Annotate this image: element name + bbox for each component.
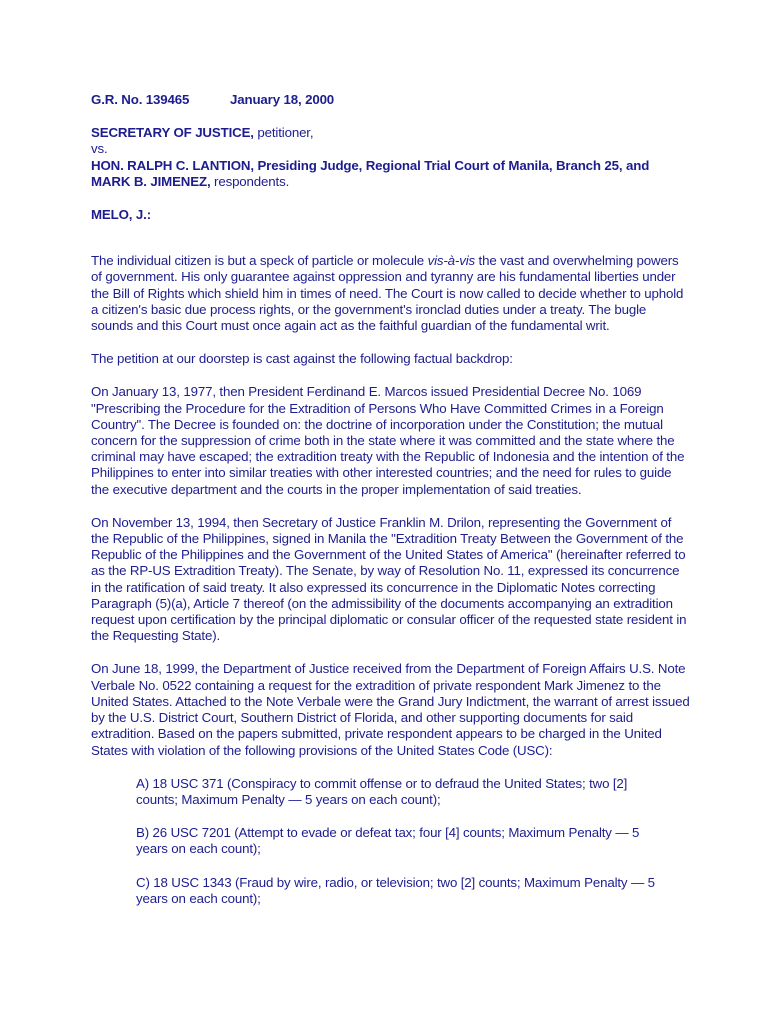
charge-item: A) 18 USC 371 (Conspiracy to commit offense or to defraud the United States; two [2] counts; Maximum Penalty — 5 years on each count); xyxy=(136,775,628,807)
ponente xyxy=(91,207,691,223)
charges-list xyxy=(91,776,691,907)
respondents-names-line-1: HON. RALPH C. LANTION, Presiding Judge, Regional Trial Court of Manila, Branch 25, and xyxy=(91,157,650,173)
ponente-name: MELO, J.: xyxy=(91,207,151,223)
petitioner-line xyxy=(91,125,691,141)
respondent-name: MARK B. JIMENEZ, xyxy=(91,173,211,189)
paragraph-2: The petition at our doorstep is cast against the following factual backdrop: xyxy=(91,351,513,367)
respondents-line-2 xyxy=(91,174,691,190)
paragraph-4: On November 13, 1994, then Secretary of Justice Franklin M. Drilon, representing the Government of the Republic of the Philippines, signed in Manila the "Extradition Treaty Between the Government of the Republic of the Philippines and the Government of the United States of America" (hereinafter referred to as the RP-US Extradition Treaty). The Senate, by way of Resolution No. 11, expressed its concurrence in the ratification of said treaty. It also expressed its concurrence in the Diplomatic Notes correcting Paragraph (5)(a), Article 7 thereof (on the admissibility of the documents accompanying an extradition request upon certification by the principal diplomatic or consular officer of the requested state resident in the Requesting State). xyxy=(91,514,687,644)
paragraph-1-start: The individual citizen is but a speck of particle or molecule xyxy=(91,253,428,269)
petitioner-role: petitioner, xyxy=(253,125,314,141)
petitioner-name: SECRETARY OF JUSTICE, xyxy=(91,125,254,141)
respondents-role: respondents. xyxy=(210,173,290,189)
case-number: G.R. No. 139465 xyxy=(91,92,190,107)
case-header xyxy=(91,92,691,108)
paragraph-1 xyxy=(91,253,691,334)
paragraph-3: On January 13, 1977, then President Ferdinand E. Marcos issued Presidential Decree No. 1069 "Prescribing the Procedure for the Extradition of Persons Who Have Committed Crimes in a Foreign Country". The Decree is founded on: the doctrine of incorporation under the Constitution; the mutual concern for the suppression of crime both in the state where it was committed and the state where the criminal may have escaped; the extradition treaty with the Republic of Indonesia and the intention of the Philippines to enter into similar treaties with other interested countries; and the need for rules to guide the executive department and the courts in the proper implementation of said treaties. xyxy=(91,384,685,497)
charge-item: B) 26 USC 7201 (Attempt to evade or defeat tax; four [4] counts; Maximum Penalty — 5 years on each count); xyxy=(136,825,640,857)
charge-item: C) 18 USC 1343 (Fraud by wire, radio, or television; two [2] counts; Maximum Penalty — 5 years on each count); xyxy=(136,874,655,906)
case-date: January 18, 2000 xyxy=(230,92,335,107)
versus-text: vs. xyxy=(91,141,108,157)
paragraph-1-end: the vast and overwhelming powers of government. His only guarantee against oppression and tyranny are his fundamental liberties under the Bill of Rights which shield him in times of need. The Court is now called to decide whether to uphold a citizen's basic due process rights, or the government's ironclad duties under a treaty. The bugle sounds and this Court must once again act as the faithful guardian of the fundamental writ. xyxy=(91,253,684,334)
decision-document xyxy=(91,92,691,907)
case-parties xyxy=(91,125,691,190)
paragraph-1-italic: vis-à-vis xyxy=(427,253,475,269)
paragraph-5: On June 18, 1999, the Department of Justice received from the Department of Foreign Affairs U.S. Note Verbale No. 0522 containing a request for the extradition of private respondent Mark Jimenez to the United States. Attached to the Note Verbale were the Grand Jury Indictment, the warrant of arrest issued by the U.S. District Court, Southern District of Florida, and other supporting documents for said extradition. Based on the papers submitted, private respondent appears to be charged in the United States with violation of the following provisions of the United States Code (USC): xyxy=(91,661,690,758)
